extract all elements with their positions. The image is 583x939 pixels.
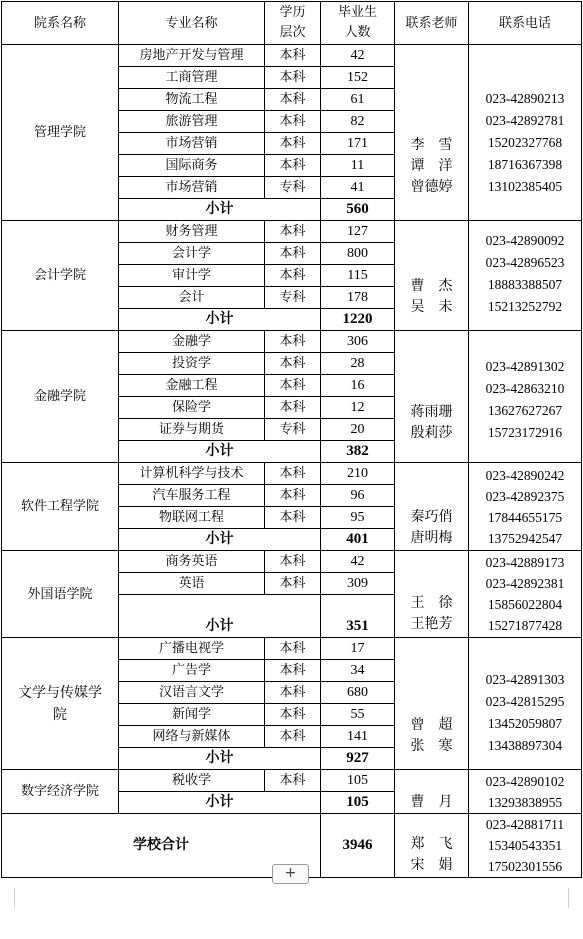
- subtotal-count: 351: [321, 595, 395, 638]
- teacher-name: 郑 飞: [410, 836, 453, 852]
- degree-level: 本科: [265, 770, 321, 792]
- school-total-label: 学校合计: [2, 814, 321, 878]
- teacher-name: 曹 月: [410, 794, 453, 810]
- graduate-count: 178: [321, 287, 395, 309]
- subtotal-count: 382: [321, 441, 395, 463]
- subtotal-count: 927: [321, 748, 395, 770]
- phone-number: 023-42863210: [485, 381, 565, 396]
- table-row: [2, 221, 582, 243]
- teacher-name: 张 寒: [410, 738, 453, 754]
- graduate-contact-table: [1, 1, 582, 878]
- subtotal-count: 1220: [321, 309, 395, 331]
- table-row: [2, 770, 582, 792]
- teacher-name: 蒋雨珊: [410, 404, 453, 420]
- major-name: 证券与期货: [119, 419, 265, 441]
- contact-teachers: [395, 814, 469, 878]
- major-name: 新闻学: [119, 704, 265, 726]
- major-name: 房地产开发与管理: [119, 45, 265, 67]
- contact-phones: [469, 770, 582, 814]
- college-name: 外国语学院: [2, 551, 119, 638]
- teacher-name: 曹 杰: [410, 278, 453, 294]
- degree-level: 专科: [265, 177, 321, 199]
- teacher-name: 王 徐: [410, 595, 453, 611]
- teacher-name: 吴 未: [410, 299, 453, 315]
- subtotal-label: 小计: [119, 792, 321, 814]
- college-name: 软件工程学院: [2, 463, 119, 551]
- phone-number: 13293838955: [487, 794, 563, 810]
- graduate-count: 141: [321, 726, 395, 748]
- major-name: 工商管理: [119, 67, 265, 89]
- phone-number: 13627627267: [487, 403, 563, 418]
- teacher-name: 唐明梅: [410, 530, 453, 546]
- degree-level: 本科: [265, 660, 321, 682]
- phone-number: 023-42890213: [485, 91, 565, 106]
- degree-level: 本科: [265, 682, 321, 704]
- phone-number: 023-42896523: [485, 255, 565, 270]
- teacher-name: 宋 娟: [410, 857, 453, 873]
- contact-teachers: [395, 551, 469, 638]
- contact-phones: [469, 551, 582, 638]
- graduate-count: 55: [321, 704, 395, 726]
- degree-level: 本科: [265, 397, 321, 419]
- school-total-count: 3946: [321, 814, 395, 878]
- contact-teachers: [395, 463, 469, 551]
- major-name: 金融工程: [119, 375, 265, 397]
- phone-number: 15340543351: [487, 838, 563, 853]
- phone-number: 18716367398: [487, 157, 563, 172]
- graduate-count: 680: [321, 682, 395, 704]
- graduate-count: 28: [321, 353, 395, 375]
- subtotal-label: 小计: [119, 748, 321, 770]
- major-name: 汉语言文学: [119, 682, 265, 704]
- degree-level: 本科: [265, 111, 321, 133]
- degree-level: 专科: [265, 287, 321, 309]
- table-row: [2, 331, 582, 353]
- major-name: 物流工程: [119, 89, 265, 111]
- graduate-count: 171: [321, 133, 395, 155]
- contact-phones: [469, 45, 582, 221]
- phone-number: 13438897304: [487, 738, 563, 753]
- contact-teachers: [395, 331, 469, 463]
- degree-level: 本科: [265, 221, 321, 243]
- contact-phones: [469, 221, 582, 331]
- degree-level: 本科: [265, 638, 321, 660]
- phone-number: 18883388507: [487, 277, 563, 292]
- major-name: 广告学: [119, 660, 265, 682]
- header-college: 院系名称: [2, 2, 119, 45]
- phone-number: 15271877428: [487, 618, 563, 633]
- phone-number: 023-42889173: [485, 555, 565, 570]
- teacher-name: 曾 超: [410, 717, 453, 733]
- college-name: 数字经济学院: [2, 770, 119, 814]
- degree-level: 本科: [265, 507, 321, 529]
- page-corner-mark: [0, 888, 15, 908]
- header-level: 学历层次: [265, 2, 321, 45]
- graduate-count: 210: [321, 463, 395, 485]
- major-name: 商务英语: [119, 551, 265, 573]
- major-name: 会计学: [119, 243, 265, 265]
- degree-level: 本科: [265, 704, 321, 726]
- phone-number: 13102385405: [487, 179, 563, 194]
- major-name: 计算机科学与技术: [119, 463, 265, 485]
- degree-level: 本科: [265, 133, 321, 155]
- degree-level: 本科: [265, 243, 321, 265]
- subtotal-label: 小计: [119, 309, 321, 331]
- major-name: 旅游管理: [119, 111, 265, 133]
- graduate-count: 42: [321, 551, 395, 573]
- major-name: 汽车服务工程: [119, 485, 265, 507]
- college-name: 文学与传媒学院: [2, 638, 119, 770]
- subtotal-count: 560: [321, 199, 395, 221]
- table-row: [2, 45, 582, 67]
- major-name: 审计学: [119, 265, 265, 287]
- degree-level: 本科: [265, 67, 321, 89]
- major-name: 财务管理: [119, 221, 265, 243]
- phone-number: 15856022804: [487, 597, 563, 612]
- college-name: 会计学院: [2, 221, 119, 331]
- degree-level: 本科: [265, 155, 321, 177]
- phone-number: 17502301556: [487, 859, 563, 874]
- major-name: 市场营销: [119, 177, 265, 199]
- graduate-count: 42: [321, 45, 395, 67]
- graduate-count: 12: [321, 397, 395, 419]
- graduate-count: 34: [321, 660, 395, 682]
- phone-number: 023-42890092: [485, 233, 565, 248]
- major-name: 广播电视学: [119, 638, 265, 660]
- phone-number: 15202327768: [487, 135, 563, 150]
- graduate-count: 41: [321, 177, 395, 199]
- degree-level: 本科: [265, 375, 321, 397]
- degree-level: 本科: [265, 485, 321, 507]
- subtotal-label: 小计: [119, 441, 321, 463]
- major-name: 投资学: [119, 353, 265, 375]
- college-name: 金融学院: [2, 331, 119, 463]
- degree-level: 本科: [265, 353, 321, 375]
- phone-number: 023-42891302: [485, 359, 565, 374]
- phone-number: 15723172916: [487, 425, 563, 440]
- graduate-count: 61: [321, 89, 395, 111]
- header-phone: 联系电话: [469, 2, 582, 45]
- graduate-count: 16: [321, 375, 395, 397]
- phone-number: 023-42815295: [485, 694, 565, 709]
- degree-level: 本科: [265, 89, 321, 111]
- subtotal-count: 105: [321, 792, 395, 814]
- table-row: [2, 463, 582, 485]
- degree-level: 本科: [265, 573, 321, 595]
- graduate-count: 95: [321, 507, 395, 529]
- subtotal-label: 小计: [119, 529, 321, 551]
- degree-level: 本科: [265, 463, 321, 485]
- graduate-count: 96: [321, 485, 395, 507]
- degree-level: 本科: [265, 45, 321, 67]
- teacher-name: 秦巧俏: [410, 509, 453, 525]
- graduate-count: 17: [321, 638, 395, 660]
- major-name: 英语: [119, 573, 265, 595]
- table-row: [2, 551, 582, 573]
- graduate-count: 309: [321, 573, 395, 595]
- major-name: 网络与新媒体: [119, 726, 265, 748]
- graduate-count: 800: [321, 243, 395, 265]
- add-row-button[interactable]: +: [272, 864, 309, 884]
- graduate-count: 11: [321, 155, 395, 177]
- contact-teachers: [395, 221, 469, 331]
- phone-number: 13452059807: [487, 716, 563, 731]
- graduate-count: 20: [321, 419, 395, 441]
- phone-number: 023-42891303: [485, 672, 565, 687]
- teacher-name: 李 雪: [410, 137, 453, 153]
- degree-level: 专科: [265, 419, 321, 441]
- phone-number: 023-42890242: [485, 467, 565, 483]
- page-corner-mark: [568, 888, 583, 908]
- major-name: 国际商务: [119, 155, 265, 177]
- graduate-count: 105: [321, 770, 395, 792]
- degree-level: 本科: [265, 551, 321, 573]
- header-row: [2, 2, 582, 45]
- contact-teachers: [395, 770, 469, 814]
- major-name: 物联网工程: [119, 507, 265, 529]
- subtotal-count: 401: [321, 529, 395, 551]
- teacher-name: 谭 洋: [410, 158, 453, 174]
- header-teacher: 联系老师: [395, 2, 469, 45]
- subtotal-label: 小计: [119, 595, 321, 638]
- contact-teachers: [395, 45, 469, 221]
- header-major: 专业名称: [119, 2, 265, 45]
- graduate-count: 115: [321, 265, 395, 287]
- phone-number: 13752942547: [487, 530, 563, 546]
- phone-number: 15213252792: [487, 299, 563, 314]
- major-name: 税收学: [119, 770, 265, 792]
- college-name: 管理学院: [2, 45, 119, 221]
- graduate-count: 127: [321, 221, 395, 243]
- graduate-count: 152: [321, 67, 395, 89]
- header-count: 毕业生人数: [321, 2, 395, 45]
- major-name: 会计: [119, 287, 265, 309]
- major-name: 金融学: [119, 331, 265, 353]
- phone-number: 023-42890102: [485, 773, 565, 789]
- contact-phones: [469, 331, 582, 463]
- teacher-name: 王艳芳: [410, 616, 453, 632]
- phone-number: 023-42892375: [485, 488, 565, 504]
- graduate-count: 82: [321, 111, 395, 133]
- contact-phones: [469, 463, 582, 551]
- teacher-name: 殷莉莎: [410, 425, 453, 441]
- phone-number: 17844655175: [487, 509, 563, 525]
- graduate-count: 306: [321, 331, 395, 353]
- phone-number: 023-42892781: [485, 113, 565, 128]
- degree-level: 本科: [265, 265, 321, 287]
- degree-level: 本科: [265, 331, 321, 353]
- teacher-name: 曾德婷: [410, 179, 453, 195]
- degree-level: 本科: [265, 726, 321, 748]
- major-name: 保险学: [119, 397, 265, 419]
- subtotal-label: 小计: [119, 199, 321, 221]
- contact-phones: [469, 638, 582, 770]
- contact-phones: [469, 814, 582, 878]
- phone-number: 023-42881711: [485, 817, 565, 832]
- major-name: 市场营销: [119, 133, 265, 155]
- phone-number: 023-42892381: [485, 576, 565, 591]
- contact-teachers: [395, 638, 469, 770]
- table-row: [2, 638, 582, 660]
